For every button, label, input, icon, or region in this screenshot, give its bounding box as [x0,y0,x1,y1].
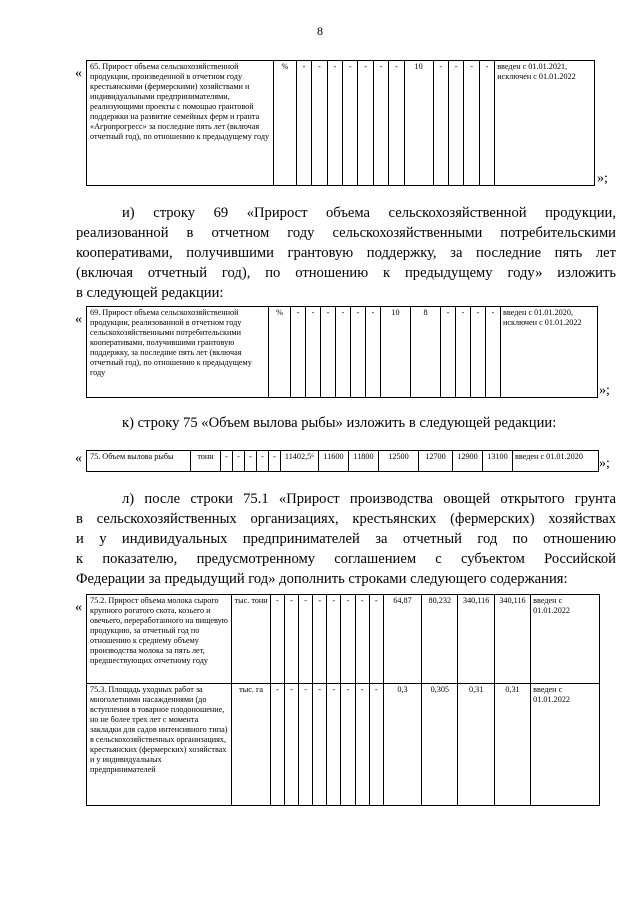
unit-cell: % [274,61,297,186]
value-cell: 10 [404,61,433,186]
paragraph-i [76,203,616,303]
unit-cell: % [269,307,291,398]
value-cell: - [366,307,381,398]
unit-cell: тонн [191,451,221,472]
note-cell: введен с 01.01.2022 [531,595,600,684]
table-row-65 [86,60,595,186]
value-cell: 0,31 [494,684,530,806]
table-row-69 [86,306,598,398]
note-cell: введен с 01.01.2021, исключен с 01.01.2022 [495,61,595,186]
value-cell: - [355,595,369,684]
unit-cell: тыс. тонн [232,595,270,684]
value-cell: - [369,595,383,684]
close-quote-65: »; [597,171,608,186]
value-cell: 80,232 [422,595,458,684]
paragraph-line: к показателю, предусмотренному соглашением с субъектом Российской [76,551,616,567]
value-cell: 11800 [349,451,379,472]
value-cell: - [448,61,463,186]
close-quote-75: »; [599,456,610,471]
value-cell: - [479,61,494,186]
value-cell: - [373,61,388,186]
paragraph-line: Федерации за предыдущий год» дополнить строками следующего содержания: [76,571,568,587]
value-cell: - [355,684,369,806]
value-cell: - [291,307,306,398]
paragraph-line: в сельскохозяйственных организациях, крестьянских (фермерских) хозяйствах [76,511,616,527]
value-cell: - [269,451,281,472]
value-cell: - [327,61,342,186]
paragraph-l [76,489,616,589]
paragraph-line: реализованной в отчетном году сельскохозяйственными потребительскими [76,225,616,241]
value-cell: - [336,307,351,398]
value-cell: - [221,451,233,472]
note-cell: введен с 01.01.2020, исключен с 01.01.2022 [501,307,598,398]
value-cell: - [313,684,327,806]
value-cell: 64,87 [383,595,421,684]
value-cell: - [486,307,501,398]
value-cell: - [296,61,311,186]
value-cell: 0,305 [422,684,458,806]
value-cell: - [299,595,313,684]
value-cell: 13100 [483,451,513,472]
value-cell: - [312,61,327,186]
indicator-name: 75. Объем вылова рыбы [87,451,191,472]
value-cell: - [369,684,383,806]
value-cell: - [464,61,479,186]
value-cell: 0,31 [458,684,494,806]
value-cell: 11600 [319,451,349,472]
value-cell: - [270,595,284,684]
value-cell: - [327,684,341,806]
open-quote-65: « [75,66,82,81]
value-cell: - [245,451,257,472]
value-cell: - [341,684,355,806]
value-cell: - [321,307,336,398]
value-cell: 12700 [419,451,453,472]
value-cell: - [389,61,404,186]
page-number: 8 [317,24,323,38]
close-quote-69: »; [599,383,610,398]
open-quote-752: « [75,600,82,615]
value-cell: 340,116 [494,595,530,684]
indicator-name: 69. Прирост объема сельскохозяйственной продукции, реализованной в отчетном году сельскохозяйственными потребительскими кооперативами, получившими грантовую поддержку, за последние пять лет (включая отчетный год), по отношению к предыдущему году [87,307,269,398]
value-cell: - [257,451,269,472]
value-cell: - [433,61,448,186]
table-rows-752-753 [86,594,600,806]
indicator-name: 75.3. Площадь уходных работ за многолетними насаждениями (до вступления в товарное плодоношение, но не более трех лет с момента закладки для садов интенсивного типа) в сельскохозяйственных организациях, крестьянских (фермерских) хозяйствах и у индивидуальных предпринимателей [87,684,232,806]
value-cell: - [343,61,358,186]
value-cell: - [327,595,341,684]
paragraph-line: и у индивидуальных предпринимателей за отчетный год по отношению [76,531,616,547]
value-cell: - [233,451,245,472]
paragraph-k: к) строку 75 «Объем вылова рыбы» изложить в следующей редакции: [122,415,557,431]
indicator-name: 65. Прирост объема сельскохозяйственной продукции, произведенной в отчетном году крестьянскими (фермерскими) хозяйствами и индивидуальными предпринимателями, реализующими проекты с помощью грантовой поддержки на развитие семейных ферм и гранта «Агропрогресс» за последние пять лет (включая отчетный год), по отношению к предыдущему году [87,61,274,186]
value-cell: - [441,307,456,398]
paragraph-line: (включая отчетный год), по отношению к предыдущему году» изложить [76,265,616,281]
paragraph-line: и) строку 69 «Прирост объема сельскохозяйственной продукции, [122,205,616,221]
value-cell: 10 [381,307,411,398]
paragraph-line: кооперативами, получившими грантовую поддержку, за последние пять лет [76,245,616,261]
value-cell: - [313,595,327,684]
value-cell: 12500 [379,451,419,472]
note-cell: введен с 01.01.2020 [513,451,599,472]
value-cell: 340,116 [458,595,494,684]
value-cell: - [306,307,321,398]
value-cell: - [341,595,355,684]
value-cell: - [284,684,298,806]
value-cell: - [351,307,366,398]
value-cell: - [284,595,298,684]
unit-cell: тыс. га [232,684,270,806]
value-cell: 12900 [453,451,483,472]
value-cell: - [471,307,486,398]
value-cell: - [456,307,471,398]
paragraph-line: в следующей редакции: [76,285,224,301]
value-cell: 8 [411,307,441,398]
value-cell: 0,3 [383,684,421,806]
indicator-name: 75.2. Прирост объема молока сырого крупного рогатого скота, козьего и овечьего, переработанного на пищевую продукцию, за отчетный год по отношению к среднему объему производства молока за пять лет, предшествующих отчетному году [87,595,232,684]
note-cell: введен с 01.01.2022 [531,684,600,806]
open-quote-75: « [75,451,82,466]
value-cell: - [299,684,313,806]
table-row-75 [86,450,599,472]
value-cell: - [270,684,284,806]
value-cell: - [358,61,373,186]
value-cell: 11402,5⁶ [281,451,319,472]
open-quote-69: « [75,312,82,327]
paragraph-line: л) после строки 75.1 «Прирост производства овощей открытого грунта [122,491,616,507]
